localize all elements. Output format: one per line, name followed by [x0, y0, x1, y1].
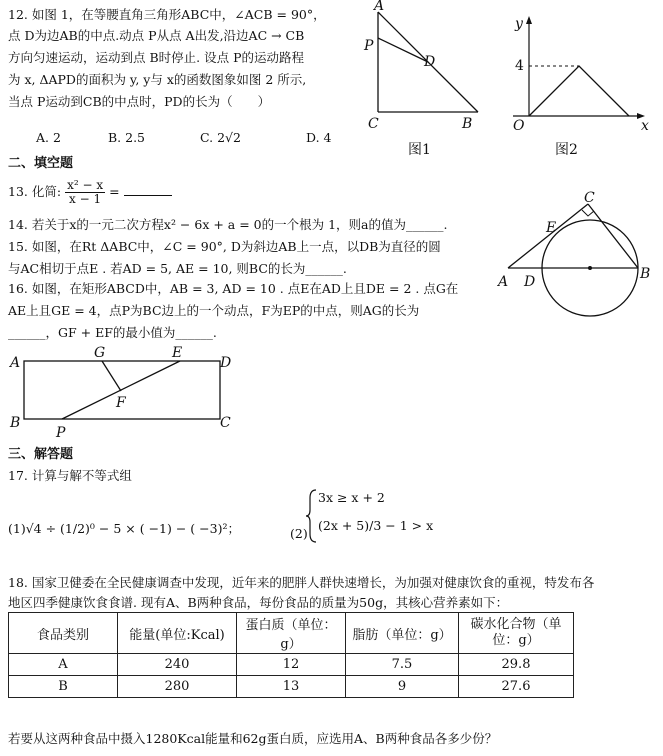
- q18-line-2: 地区四季健康饮食食谱. 现有A、B两种食品，每份食品的质量为50g，其核心营养素如下：: [8, 595, 509, 610]
- figure-2-graph: [505, 14, 655, 160]
- fig1-label-b: B: [462, 116, 473, 132]
- fig16-label-g: G: [94, 345, 106, 361]
- q18-line-1: 18. 国家卫健委在全民健康调查中发现，近年来的肥胖人群快速增长，为加强对健康饮食的重视，特发布各: [8, 575, 595, 590]
- fig15-label-a: A: [498, 274, 509, 290]
- fig2-label-x: x: [641, 118, 649, 134]
- q13-denominator: x − 1: [69, 192, 102, 206]
- q12-line-3: 方向匀速运动，运动到点 B时停止. 设点 P的运动路程: [8, 50, 304, 65]
- q17-part-2-label: (2): [290, 526, 308, 541]
- fig16-label-e: E: [172, 345, 183, 361]
- fig16-label-d: D: [220, 355, 232, 371]
- fig1-label-d: D: [424, 54, 436, 70]
- table-header: 蛋白质（单位：g）: [237, 613, 346, 654]
- table-header: 能量(单位:Kcal): [118, 613, 237, 654]
- table-cell: 9: [346, 676, 459, 698]
- fig15-label-b: B: [640, 266, 651, 282]
- q12-line-5: 当点 P运动到CB的中点时，PD的长为（ ）: [8, 94, 271, 109]
- table-cell: 13: [237, 676, 346, 698]
- fig1-label-p: P: [364, 38, 374, 54]
- table-header-row: [9, 613, 574, 654]
- q13-answer-blank: [124, 183, 172, 196]
- fig2-label-y: y: [515, 16, 523, 32]
- q17-part-1: (1)√4 ÷ (1/2)⁰ − 5 × ( −1) − ( −3)²；: [8, 521, 240, 536]
- fig1-caption: 图1: [408, 142, 431, 158]
- fig16-label-a: A: [10, 355, 21, 371]
- q13: [8, 178, 172, 206]
- q17-title: 17. 计算与解不等式组: [8, 468, 132, 483]
- q12-choice-d: D. 4: [306, 130, 332, 145]
- table-cell: B: [9, 676, 118, 698]
- q16-line-3: ______，GF + EF的最小值为______.: [8, 325, 217, 340]
- fig16-label-p: P: [56, 425, 66, 441]
- table-cell: 12: [237, 654, 346, 676]
- nutrient-table: [8, 612, 574, 698]
- q18-question: 若要从这两种食品中摄入1280Kcal能量和62g蛋白质，应选用A、B两种食品各多少份？: [8, 731, 498, 746]
- q14: 14. 若关于x的一元二次方程x² − 6x + a = 0的一个根为 1，则a的值为______.: [8, 217, 448, 232]
- table-header: 碳水化合物（单位：g）: [459, 613, 574, 654]
- q17-inequality-1: 3x ≥ x + 2: [318, 490, 385, 505]
- table-row: [9, 654, 574, 676]
- figure-16-rectangle: [6, 345, 236, 440]
- q12-choice-b: B. 2.5: [108, 130, 146, 145]
- fig16-label-c: C: [220, 415, 231, 431]
- q17-system-brace: [304, 488, 318, 544]
- q13-suffix: =: [109, 184, 120, 199]
- fig1-label-a: A: [374, 0, 385, 14]
- q16-line-2: AE上且GE = 4，点P为BC边上的一个动点，F为EP的中点，则AG的长为: [8, 303, 420, 318]
- table-row: [9, 676, 574, 698]
- q12-line-4: 为 x, ΔAPD的面积为 y, y与 x的函数图象如图 2 所示,: [8, 72, 307, 87]
- q16-line-1: 16. 如图，在矩形ABCD中，AB = 3, AD = 10 . 点E在AD上且DE = 2 . 点G在: [8, 281, 459, 296]
- table-header: 脂肪（单位：g）: [346, 613, 459, 654]
- fig16-label-f: F: [116, 395, 126, 411]
- table-cell: A: [9, 654, 118, 676]
- fig15-label-d: D: [524, 274, 536, 290]
- table-cell: 240: [118, 654, 237, 676]
- table-cell: 7.5: [346, 654, 459, 676]
- fig15-label-c: C: [584, 190, 595, 206]
- q13-prefix: 13. 化简:: [8, 184, 62, 199]
- q13-numerator: x² − x: [67, 178, 104, 192]
- q15-line-2: 与AC相切于点E . 若AD = 5, AE = 10, 则BC的长为______.: [8, 261, 347, 276]
- fig16-label-b: B: [10, 415, 21, 431]
- section-2-title: 二、填空题: [8, 156, 74, 171]
- q17-inequality-2: (2x + 5)/3 − 1 > x: [318, 518, 434, 533]
- table-header: 食品类别: [9, 613, 118, 654]
- q12-choice-c: C. 2√2: [200, 130, 241, 145]
- q12-choice-a: A. 2: [36, 130, 61, 145]
- figure-1-triangle: [360, 0, 500, 160]
- fig2-caption: 图2: [555, 142, 578, 158]
- table-cell: 280: [118, 676, 237, 698]
- table-cell: 27.6: [459, 676, 574, 698]
- q13-fraction: [65, 179, 105, 206]
- section-3-title: 三、解答题: [8, 447, 74, 462]
- fig2-label-4: 4: [515, 58, 524, 74]
- q12-line-1: 12. 如图 1，在等腰直角三角形ABC中，∠ACB = 90°，: [8, 7, 326, 22]
- figure-15-circle: [494, 190, 654, 290]
- fig1-label-c: C: [368, 116, 379, 132]
- fig2-label-o: O: [513, 118, 525, 134]
- fig15-label-e: E: [546, 220, 557, 236]
- table-cell: 29.8: [459, 654, 574, 676]
- q12-line-2: 点 D为边AB的中点.动点 P从点 A出发,沿边AC → CB: [8, 28, 305, 43]
- q15-line-1: 15. 如图，在Rt ΔABC中，∠C = 90°, D为斜边AB上一点，以DB为直径的圆: [8, 239, 441, 254]
